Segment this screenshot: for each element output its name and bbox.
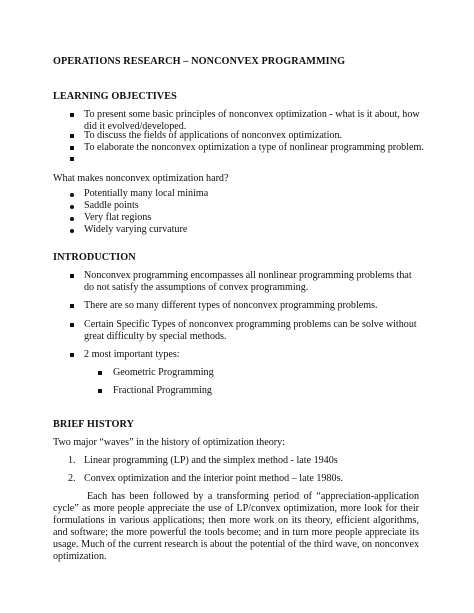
objective-item: To discuss the fields of applications of nonconvex optimization. (84, 130, 343, 141)
square-bullet-icon (70, 113, 74, 117)
intro-subitem: Fractional Programming (113, 385, 212, 396)
round-bullet-icon (70, 193, 74, 197)
intro-item: 2 most important types: (84, 349, 180, 360)
round-bullet-icon (70, 205, 74, 209)
square-bullet-icon (70, 134, 74, 138)
learning-objectives-heading: LEARNING OBJECTIVES (53, 91, 177, 102)
square-bullet-icon (98, 371, 102, 375)
square-bullet-icon (70, 146, 74, 150)
square-bullet-icon (70, 323, 74, 327)
document-title: OPERATIONS RESEARCH – NONCONVEX PROGRAMMING (53, 56, 346, 67)
round-bullet-icon (70, 229, 74, 233)
intro-item: There are so many different types of nonconvex programming problems. (84, 300, 378, 311)
introduction-heading: INTRODUCTION (53, 252, 136, 263)
round-bullet-icon (70, 217, 74, 221)
hard-item: Very flat regions (84, 212, 152, 223)
square-bullet-icon (70, 157, 74, 161)
intro-item: Nonconvex programming encompasses all nonlinear programming problems that do not satisfy the assumptions of convex programming. (84, 270, 412, 293)
hard-question: What makes nonconvex optimization hard? (53, 173, 229, 184)
hard-item: Widely varying curvature (84, 224, 188, 235)
history-item-number: 2. (68, 473, 76, 484)
history-item: Convex optimization and the interior point method – late 1980s. (84, 473, 344, 484)
intro-subitem: Geometric Programming (113, 367, 214, 378)
square-bullet-icon (98, 389, 102, 393)
history-lead: Two major “waves” in the history of optimization theory: (53, 437, 285, 448)
hard-item: Saddle points (84, 200, 139, 211)
history-paragraph: Each has been followed by a transforming period of “appreciation-application cycle” as more people appreciate the use of LP/convex optimization, more look for their formulations in various applications; then more work on its theory, efficient algorithms, and software; the more powerful the tools become; and in turn more people appreciate its usage. Much of the current research is about the potential of the third wave, on nonconvex optimization. (53, 491, 419, 562)
square-bullet-icon (70, 304, 74, 308)
square-bullet-icon (70, 353, 74, 357)
square-bullet-icon (70, 274, 74, 278)
history-item-number: 1. (68, 455, 76, 466)
objective-item: To elaborate the nonconvex optimization a type of nonlinear programming problem. (84, 142, 424, 153)
objective-item: To present some basic principles of nonconvex optimization - what is it about, how did it evolved/developed. (84, 109, 420, 132)
history-item: Linear programming (LP) and the simplex method - late 1940s (84, 455, 338, 466)
hard-item: Potentially many local minima (84, 188, 209, 199)
brief-history-heading: BRIEF HISTORY (53, 419, 135, 430)
intro-item: Certain Specific Types of nonconvex programming problems can be solve without great difficulty by special methods. (84, 319, 417, 342)
